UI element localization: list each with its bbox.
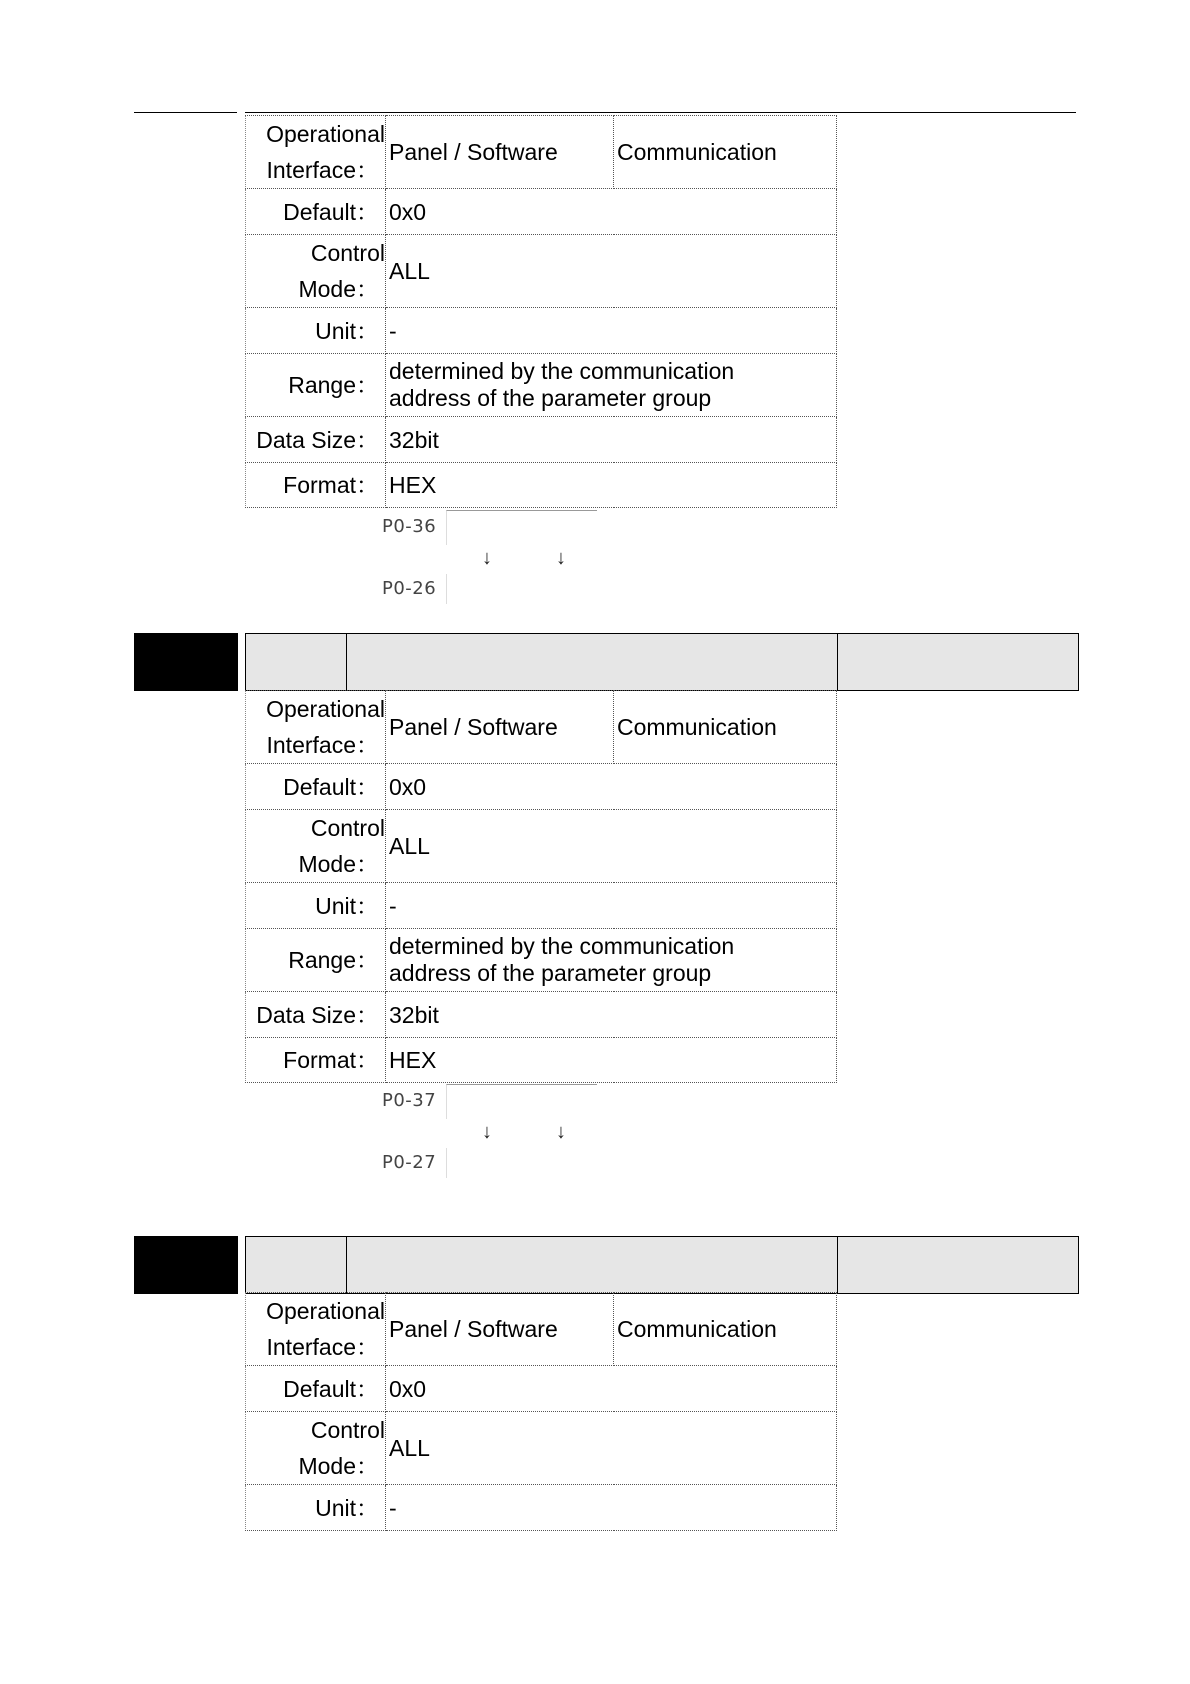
interface-label-line2: Interface： xyxy=(266,157,379,183)
default-label: Default： xyxy=(246,189,386,235)
interface-comm-value: Communication xyxy=(614,691,837,764)
control-mode-value: ALL xyxy=(386,810,837,883)
row-operational-interface xyxy=(246,691,837,764)
control-label-line2: Mode： xyxy=(298,1453,379,1479)
interface-panel-value: Panel / Software xyxy=(386,1293,614,1366)
row-format xyxy=(246,463,837,508)
control-label-line2: Mode： xyxy=(298,851,379,877)
top-rule-right xyxy=(245,112,1076,113)
interface-panel-value: Panel / Software xyxy=(386,691,614,764)
default-value: 0x0 xyxy=(386,189,837,235)
control-mode-value: ALL xyxy=(386,235,837,308)
control-mode-label xyxy=(246,1412,386,1485)
row-range xyxy=(246,354,837,417)
register-bottom-box xyxy=(446,1148,597,1178)
control-label-line1: Control xyxy=(310,815,385,841)
register-bottom-label: P0-26 xyxy=(382,578,437,599)
unit-value: - xyxy=(386,308,837,354)
header-cell-name xyxy=(347,1237,838,1293)
register-top-box xyxy=(446,510,597,545)
row-data-size xyxy=(246,417,837,463)
register-bottom-box xyxy=(446,574,597,604)
header-cell-address xyxy=(246,634,347,690)
range-label: Range： xyxy=(246,929,386,992)
control-mode-label xyxy=(246,235,386,308)
default-value: 0x0 xyxy=(386,1366,837,1412)
data-size-label: Data Size： xyxy=(246,992,386,1038)
data-size-value: 32bit xyxy=(386,417,837,463)
row-format xyxy=(246,1038,837,1083)
range-value-line2: address of the parameter group xyxy=(389,960,712,986)
interface-comm-value: Communication xyxy=(614,1293,837,1366)
header-cell-address xyxy=(246,1237,347,1293)
row-data-size xyxy=(246,992,837,1038)
arrow-down-icon: ↓ xyxy=(482,1121,492,1143)
default-label: Default： xyxy=(246,764,386,810)
format-value: HEX xyxy=(386,463,837,508)
register-top-box xyxy=(446,1084,597,1119)
data-size-label: Data Size： xyxy=(246,417,386,463)
interface-label xyxy=(246,116,386,189)
interface-label-line1: Operational xyxy=(266,696,385,722)
unit-label: Unit： xyxy=(246,883,386,929)
parameter-code-tab xyxy=(134,1236,238,1294)
range-value-line1: determined by the communication xyxy=(389,358,735,384)
format-label: Format： xyxy=(246,1038,386,1083)
interface-panel-value: Panel / Software xyxy=(386,116,614,189)
row-unit xyxy=(246,1485,837,1531)
row-range xyxy=(246,929,837,992)
interface-label-line1: Operational xyxy=(266,1298,385,1324)
row-control-mode xyxy=(246,810,837,883)
row-control-mode xyxy=(246,1412,837,1485)
control-label-line2: Mode： xyxy=(298,276,379,302)
header-cell-name xyxy=(347,634,838,690)
control-label-line1: Control xyxy=(310,1417,385,1443)
register-top-label: P0-36 xyxy=(382,516,437,537)
range-value-line2: address of the parameter group xyxy=(389,385,712,411)
row-unit xyxy=(246,883,837,929)
format-value: HEX xyxy=(386,1038,837,1083)
top-rule-left xyxy=(134,112,237,113)
row-operational-interface xyxy=(246,116,837,189)
interface-label xyxy=(246,691,386,764)
interface-comm-value: Communication xyxy=(614,116,837,189)
parameter-title-bar xyxy=(245,633,1079,691)
range-value-line1: determined by the communication xyxy=(389,933,735,959)
parameter-table-2 xyxy=(245,690,837,1083)
interface-label-line2: Interface： xyxy=(266,732,379,758)
control-mode-value: ALL xyxy=(386,1412,837,1485)
row-operational-interface xyxy=(246,1293,837,1366)
parameter-table-3 xyxy=(245,1292,837,1531)
register-top-label: P0-37 xyxy=(382,1090,437,1111)
row-default xyxy=(246,189,837,235)
arrow-down-icon: ↓ xyxy=(556,1121,566,1143)
parameter-title-bar xyxy=(245,1236,1079,1294)
register-bottom-label: P0-27 xyxy=(382,1152,437,1173)
interface-label xyxy=(246,1293,386,1366)
row-control-mode xyxy=(246,235,837,308)
interface-label-line2: Interface： xyxy=(266,1334,379,1360)
unit-label: Unit： xyxy=(246,1485,386,1531)
row-default xyxy=(246,764,837,810)
arrow-down-icon: ↓ xyxy=(482,547,492,569)
unit-label: Unit： xyxy=(246,308,386,354)
range-value xyxy=(386,929,837,992)
row-unit xyxy=(246,308,837,354)
unit-value: - xyxy=(386,1485,837,1531)
parameter-header xyxy=(0,633,1190,691)
default-value: 0x0 xyxy=(386,764,837,810)
control-mode-label xyxy=(246,810,386,883)
parameter-table-1 xyxy=(245,115,837,508)
format-label: Format： xyxy=(246,463,386,508)
parameter-code-tab xyxy=(134,633,238,691)
register-diagram-1 xyxy=(382,510,602,602)
range-value xyxy=(386,354,837,417)
default-label: Default： xyxy=(246,1366,386,1412)
row-default xyxy=(246,1366,837,1412)
unit-value: - xyxy=(386,883,837,929)
data-size-value: 32bit xyxy=(386,992,837,1038)
control-label-line1: Control xyxy=(310,240,385,266)
parameter-header xyxy=(0,1236,1190,1294)
arrow-down-icon: ↓ xyxy=(556,547,566,569)
interface-label-line1: Operational xyxy=(266,121,385,147)
range-label: Range： xyxy=(246,354,386,417)
register-diagram-2 xyxy=(382,1084,602,1176)
